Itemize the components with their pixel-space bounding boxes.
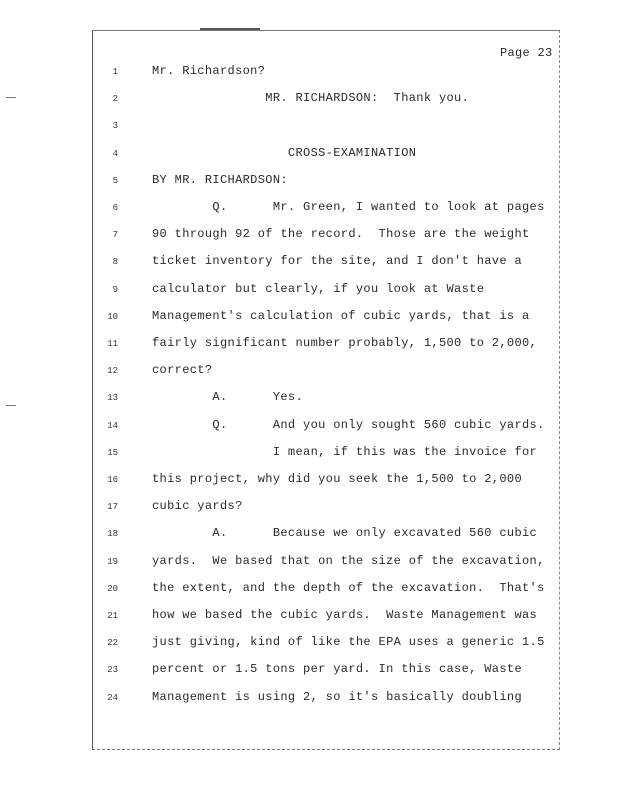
- line-number: 14: [107, 420, 118, 431]
- line-number: 16: [107, 475, 118, 485]
- transcript-line: [0, 282, 618, 302]
- line-number: 19: [107, 556, 118, 567]
- line-text: Management's calculation of cubic yards, that is a: [152, 308, 530, 323]
- line-number: 8: [112, 257, 118, 268]
- line-text: A. Because we only excavated 560 cubic: [152, 526, 538, 541]
- line-number: 3: [112, 121, 118, 132]
- line-text: correct?: [152, 363, 213, 378]
- line-number: 17: [107, 502, 118, 513]
- transcript-line: [0, 336, 618, 356]
- line-text: the extent, and the depth of the excavation. That's: [152, 580, 545, 595]
- line-number: 10: [107, 311, 118, 322]
- transcript-line: [0, 200, 618, 220]
- line-text: Q. Mr. Green, I wanted to look at pages: [152, 200, 545, 214]
- line-number: 13: [107, 393, 118, 404]
- line-text: just giving, kind of like the EPA uses a generic 1.5: [152, 635, 545, 650]
- line-text: Q. And you only sought 560 cubic yards.: [152, 417, 545, 432]
- line-text: CROSS-EXAMINATION: [152, 145, 417, 160]
- transcript-line: [0, 118, 618, 138]
- line-text: I mean, if this was the invoice for: [152, 444, 538, 459]
- transcript-line: [0, 309, 618, 329]
- line-number: 20: [107, 583, 118, 594]
- line-text: yards. We based that on the size of the excavation,: [152, 553, 545, 568]
- transcript-line: [0, 581, 618, 601]
- transcript-line: [0, 254, 618, 274]
- line-text: A. Yes.: [152, 390, 304, 405]
- transcript-line: [0, 146, 618, 166]
- transcript-line: [0, 91, 618, 111]
- line-text: MR. RICHARDSON: Thank you.: [152, 91, 470, 106]
- line-text: Mr. Richardson?: [152, 64, 266, 78]
- line-text: fairly significant number probably, 1,500 to 2,000,: [152, 336, 538, 350]
- transcript-line: [0, 526, 618, 546]
- line-number: 22: [107, 638, 118, 649]
- line-number: 5: [112, 175, 118, 186]
- line-text: Management is using 2, so it's basically doubling: [152, 689, 523, 704]
- line-text: cubic yards?: [152, 499, 243, 514]
- line-text: percent or 1.5 tons per yard. In this case, Waste: [152, 662, 523, 677]
- line-number: 7: [112, 230, 118, 241]
- line-number: 4: [112, 148, 118, 159]
- line-number: 21: [107, 611, 118, 621]
- transcript-line: [0, 227, 618, 247]
- page-number: Page 23: [500, 46, 553, 60]
- line-number: 11: [107, 339, 118, 349]
- transcript-line: [0, 418, 618, 438]
- transcript-line: [0, 445, 618, 465]
- line-number: 24: [107, 692, 118, 703]
- line-number: 2: [112, 94, 118, 105]
- line-text: ticket inventory for the site, and I don't have a: [152, 254, 523, 269]
- transcript-line: [0, 472, 618, 492]
- line-number: 9: [112, 284, 118, 295]
- line-number: 6: [112, 203, 118, 213]
- transcript-line: [0, 690, 618, 710]
- line-text: this project, why did you seek the 1,500 to 2,000: [152, 472, 523, 486]
- line-number: 15: [107, 447, 118, 458]
- transcript-line: [0, 363, 618, 383]
- line-text: how we based the cubic yards. Waste Management was: [152, 608, 538, 622]
- transcript-line: [0, 635, 618, 655]
- transcript-line: [0, 608, 618, 628]
- transcript-line: [0, 554, 618, 574]
- line-number: 12: [107, 366, 118, 377]
- line-number: 18: [107, 529, 118, 540]
- line-text: 90 through 92 of the record. Those are the weight: [152, 227, 530, 242]
- line-text: calculator but clearly, if you look at Waste: [152, 281, 485, 296]
- transcript-line: [0, 173, 618, 193]
- line-text: BY MR. RICHARDSON:: [152, 172, 288, 187]
- transcript-line: [0, 390, 618, 410]
- line-number: 23: [107, 665, 118, 676]
- transcript-line: [0, 499, 618, 519]
- transcript-line: [0, 64, 618, 84]
- line-number: 1: [112, 67, 118, 77]
- transcript-line: [0, 662, 618, 682]
